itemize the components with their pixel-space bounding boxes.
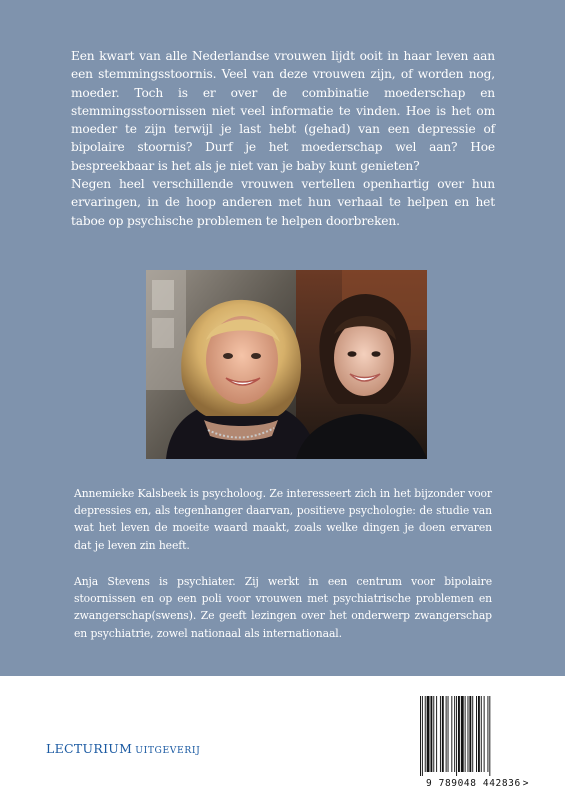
barcode-bar	[436, 696, 437, 772]
blurb-paragraph-2: Negen heel verschillende vrouwen vertellen openhartig over hun ervaringen, in de hoop anderen met hun verhaal te helpen en het taboe op psychische problemen te helpen doorbreken.	[71, 177, 495, 228]
barcode-bar	[442, 696, 444, 772]
publisher-name: LECTURIUM	[46, 741, 133, 756]
barcode-bar	[484, 696, 485, 772]
barcode-bar	[469, 696, 471, 772]
barcode-bar	[456, 696, 457, 776]
barcode-bar	[487, 696, 488, 772]
bio-annemieke-kalsbeek: Annemieke Kalsbeek is psycholoog. Ze interesseert zich in het bijzonder voor depressies en, als tegenhanger daarvan, positieve psychologie: de studie van wat het leven de moeite waard maakt, zoals welke dingen je doen ervaren dat je leven zin heeft.	[74, 487, 492, 552]
barcode-bar	[430, 696, 432, 772]
barcode-bar	[420, 696, 421, 776]
publisher-logo	[46, 738, 200, 757]
isbn-arrow: >	[522, 778, 530, 789]
barcode-bar	[448, 696, 449, 772]
barcode-bar	[440, 696, 441, 772]
author-photo	[146, 270, 427, 459]
barcode-bar	[465, 696, 466, 772]
isbn-barcode	[418, 696, 522, 776]
isbn-number	[426, 778, 529, 789]
barcode-bar	[481, 696, 482, 772]
barcode-bar	[427, 696, 430, 772]
barcode-bar	[454, 696, 455, 772]
barcode-bar	[476, 696, 477, 772]
barcode-bar	[422, 696, 423, 776]
barcode-bar	[425, 696, 426, 772]
barcode-bar	[451, 696, 452, 772]
barcode-bar	[458, 696, 460, 772]
barcode-bar	[468, 696, 469, 772]
bio-anja-stevens: Anja Stevens is psychiater. Zij werkt in een centrum voor bipolaire stoornissen en op een poli voor vrouwen met psychiatrische problemen en zwangerschap(swens). Ze geeft lezingen over het onderwerp zwangerschap en psychiatrie, zowel nationaal als internationaal.	[74, 575, 492, 640]
barcode-bar	[461, 696, 464, 772]
publisher-suffix: UITGEVERIJ	[135, 745, 201, 756]
barcode-bar	[433, 696, 434, 772]
barcode-bar	[472, 696, 473, 772]
blurb	[71, 47, 495, 230]
barcode-bar	[489, 696, 490, 776]
blurb-paragraph-1: Een kwart van alle Nederlandse vrouwen lijdt ooit in haar leven aan een stemmingsstoornis. Veel van deze vrouwen zijn, of worden nog, moeder. Toch is er over de combinatie moederschap en stemmingsstoornissen niet veel informatie te vinden. Hoe is het om moeder te zijn terwijl je last hebt (gehad) van een depressie of bipolaire stoornis? Durf je het moederschap wel aan? Hoe bespreekbaar is het als je niet van je baby kunt genieten?	[71, 49, 495, 173]
barcode-bar	[478, 696, 480, 772]
isbn-digits: 9 789048 442836	[426, 778, 521, 789]
barcode-bar	[446, 696, 447, 772]
